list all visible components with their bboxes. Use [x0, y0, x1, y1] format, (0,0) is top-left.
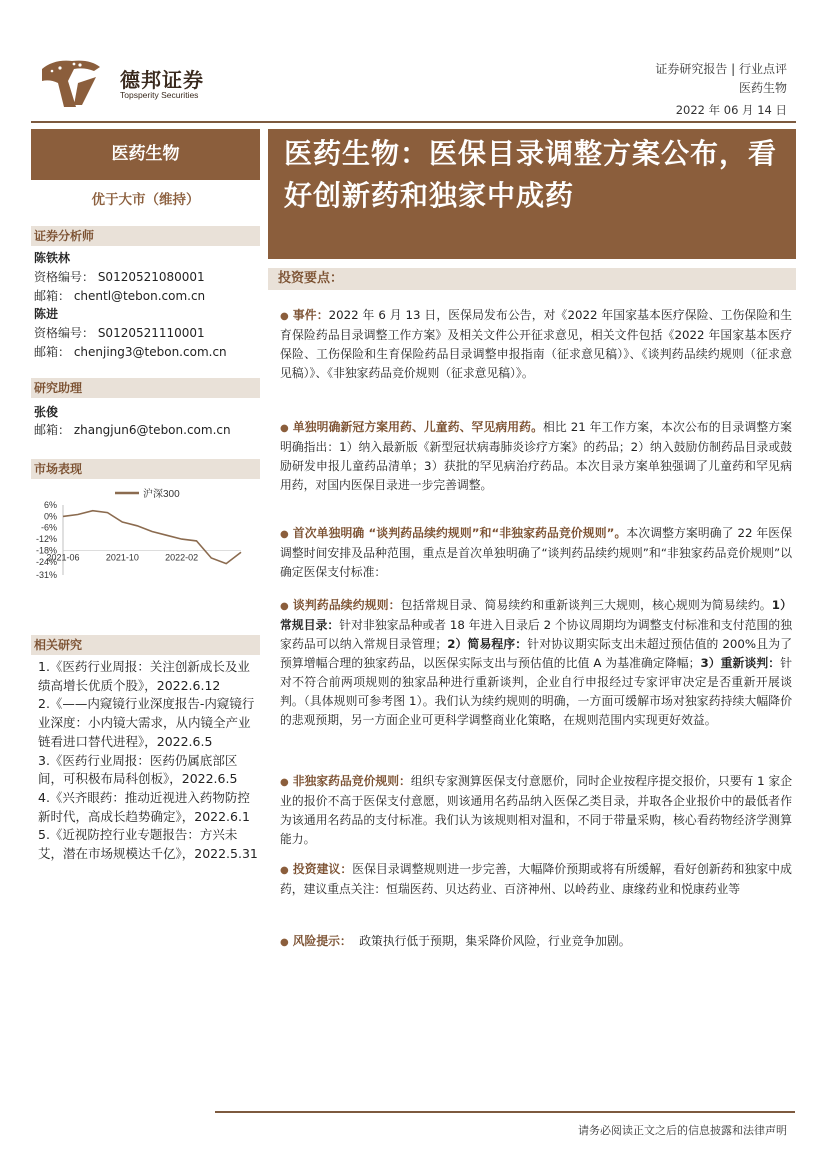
report-date: 2022 年 06 月 14 日	[675, 103, 787, 117]
header-divider	[31, 121, 796, 123]
point-rules: ● 首次单独明确 “谈判药品续约规则”和“非独家药品竞价规则”。本次调整方案明确了 22 年医保调整时间安排及品种范围，重点是首次单独明确了“谈判药品续约规则”和“非独家药品竞价规则”以确定医保支付标准：	[280, 526, 792, 579]
y-tick-label: -12%	[35, 534, 57, 545]
point-investment: ● 投资建议：医保目录调整规则进一步完善，大幅降价预期或将有所缓解，看好创新药和独家中成药，建议重点关注：恒瑞医药、贝达药业、百济神州、以岭药业、康缘药业和悦康药业等	[280, 862, 792, 896]
analyst-name: 陈铁林	[34, 251, 71, 265]
brand-name-en: Topsperity Securities	[120, 90, 199, 100]
analysts-heading: 证券分析师	[31, 226, 260, 246]
analyst-cert: 资格编号： S0120521110001	[34, 326, 205, 340]
x-tick-label: 2021-10	[105, 552, 139, 563]
related-report[interactable]: 5.《近视防控行业专题报告：方兴未艾，潜在市场规模达千亿》，2022.5.31	[38, 827, 258, 862]
point-renewal: ● 谈判药品续约规则：包括常规目录、简易续约和重新谈判三大规则，核心规则为简易续约。1）常规目录：针对非独家品种或者 18 年进入目录后 2 个协议周期均为调整支付标准和支付范围的独家药品可以纳入常规目录管理；2）简易程序：针对协议期实际支出未超过预估值的 200%且为了预算增幅合理的独家药品，以医保实际支出与预估值的比值 A 为基准确定降幅；3）重新谈判：针对不符合前两项规则的独家品种进行重新谈判，企业自行申报经过专家评审决定是否重新开展谈判。（具体规则可参考图 1）。我们认为续约规则的明确，一方面可缓解市场对独家药持续大幅降价的悲观预期，另一方面企业可更科学调整商业化策略，在规则范围内实现更好效益。	[280, 598, 792, 727]
related-report[interactable]: 4.《兴齐眼药：推动近视进入药物防控新时代，高成长趋势确定》，2022.6.1	[38, 789, 250, 824]
y-tick-label: 0%	[43, 511, 57, 522]
bullet-icon: ●	[280, 777, 289, 788]
report-type: 证券研究报告 | 行业点评	[655, 62, 787, 76]
y-tick-label: 6%	[43, 500, 57, 510]
assistant-heading: 研究助理	[31, 378, 260, 398]
series-line	[63, 511, 241, 564]
footer-disclaimer[interactable]: 请务必阅读正文之后的信息披露和法律声明	[578, 1124, 787, 1137]
assistant-name: 张俊	[34, 405, 59, 419]
market-heading: 市场表现	[31, 459, 260, 479]
brand-name: 德邦证券	[120, 68, 204, 92]
analyst-cert: 资格编号： S0120521080001	[34, 270, 205, 284]
header-sector: 医药生物	[738, 81, 787, 95]
x-tick-label: 2022-02	[165, 552, 199, 563]
related-reports	[38, 658, 260, 864]
analyst-name: 陈进	[34, 307, 59, 321]
report-title: 医药生物：医保目录调整方案公布，看好创新药和独家中成药	[268, 129, 796, 259]
y-tick-label: -24%	[35, 556, 57, 567]
bullet-icon: ●	[280, 865, 289, 876]
point-risk: ● 风险提示： 政策执行低于预期，集采降价风险，行业竞争加剧。	[280, 934, 631, 948]
rating: 优于大市（维持）	[91, 192, 200, 208]
point-bidding: ● 非独家药品竞价规则：组织专家测算医保支付意愿价，同时企业按程序提交报价，只要有 1 家企业的报价不高于医保支付意愿，则该通用名药品纳入医保乙类目录，并取各企业报价中的最低者作为该通用名药品的支付标准。我们认为该规则相对温和，不同于带量采购，核心看药物经济学测算能力。	[280, 774, 792, 846]
y-tick-label: -18%	[35, 545, 57, 556]
bullet-icon: ●	[280, 423, 289, 434]
related-report[interactable]: 2.《——内窥镜行业深度报告-内窥镜行业深度：小内镜大需求，从内镜全产业链看进口替代进程》，2022.6.5	[38, 696, 255, 749]
bullet-icon: ●	[280, 601, 289, 612]
analyst-email[interactable]: 邮箱： chentl@tebon.com.cn	[34, 289, 206, 303]
bullet-icon: ●	[280, 311, 289, 322]
point-event: ● 事件：2022 年 6 月 13 日，医保局发布公告，对《2022 年国家基本医疗保险、工伤保险和生育保险药品目录调整工作方案》及相关文件公开征求意见，相关文件包括《2022 年国家基本医疗保险、工伤保险和生育保险药品目录调整申报指南（征求意见稿）》、《谈判药品续约规则（征求意见稿）》、《非独家药品竞价规则（征求意见稿）》。	[280, 308, 792, 380]
related-report[interactable]: 1.《医药行业周报：关注创新成长及业绩高增长优质个股》，2022.6.12	[38, 659, 250, 693]
y-tick-label: -6%	[40, 522, 57, 533]
invest-heading: 投资要点：	[268, 268, 796, 290]
related-heading: 相关研究	[31, 635, 260, 655]
company-logo	[38, 55, 106, 113]
point-scope: ● 单独明确新冠方案用药、儿童药、罕见病用药。相比 21 年工作方案，本次公布的目录调整方案明确指出：1）纳入最新版《新型冠状病毒肺炎诊疗方案》的药品；2）纳入鼓励仿制药品目录或鼓励研发申报儿童药品清单；3）获批的罕见病治疗药品。本次目录方案单独强调了儿童药和罕见病用药，对国内医保目录进一步完善调整。	[280, 420, 792, 492]
assistant-email[interactable]: 邮箱： zhangjun6@tebon.com.cn	[34, 423, 231, 437]
y-tick-label: -31%	[35, 570, 57, 580]
analyst-email[interactable]: 邮箱： chenjing3@tebon.com.cn	[34, 345, 227, 359]
x-tick-label: 2021-06	[46, 552, 80, 563]
related-report[interactable]: 3.《医药行业周报：医药仍属底部区间，可积极布局科创板》，2022.6.5	[38, 752, 238, 787]
market-chart	[31, 484, 261, 594]
footer-divider	[215, 1111, 795, 1113]
legend-label: 沪深300	[143, 489, 180, 500]
bullet-icon: ●	[280, 529, 289, 540]
bullet-icon: ●	[280, 937, 289, 948]
sector-label: 医药生物	[31, 129, 260, 180]
